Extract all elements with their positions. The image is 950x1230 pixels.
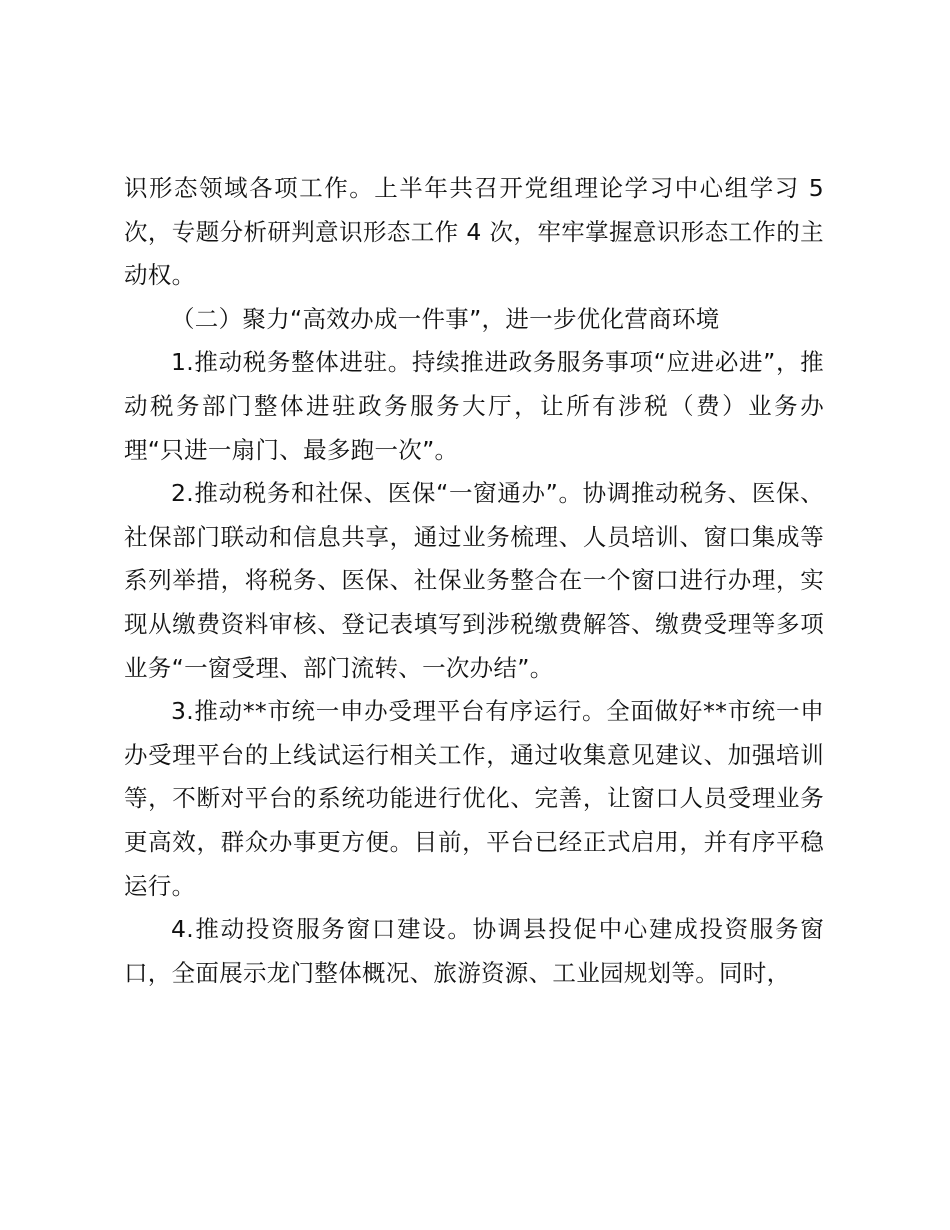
- document-body: [124, 167, 824, 995]
- paragraph-item-2: 2.推动税务和社保、医保“一窗通办”。协调推动税务、医保、社保部门联动和信息共享，通过业务梳理、人员培训、窗口集成等系列举措，将税务、医保、社保业务整合在一个窗口进行办理，实现从缴费资料审核、登记表填写到涉税缴费解答、缴费受理等多项业务“一窗受理、部门流转、一次办结”。: [124, 479, 824, 682]
- paragraph-item-1: 1.推动税务整体进驻。持续推进政务服务事项“应进必进”，推动税务部门整体进驻政务服务大厅，让所有涉税（费）业务办理“只进一扇门、最多跑一次”。: [124, 348, 824, 464]
- paragraph-item-4: 4.推动投资服务窗口建设。协调县投促中心建成投资服务窗口，全面展示龙门整体概况、旅游资源、工业园规划等。同时，: [124, 915, 824, 987]
- paragraph-item-3: 3.推动**市统一申办受理平台有序运行。全面做好**市统一申办受理平台的上线试运行相关工作，通过收集意见建议、加强培训等，不断对平台的系统功能进行优化、完善，让窗口人员受理业务更高效，群众办事更方便。目前，平台已经正式启用，并有序平稳运行。: [124, 697, 824, 900]
- section-heading: （二）聚力“高效办成一件事”，进一步优化营商环境: [171, 304, 720, 333]
- paragraph-continuation: 识形态领域各项工作。上半年共召开党组理论学习中心组学习 5 次，专题分析研判意识形态工作 4 次，牢牢掌握意识形态工作的主动权。: [124, 174, 824, 290]
